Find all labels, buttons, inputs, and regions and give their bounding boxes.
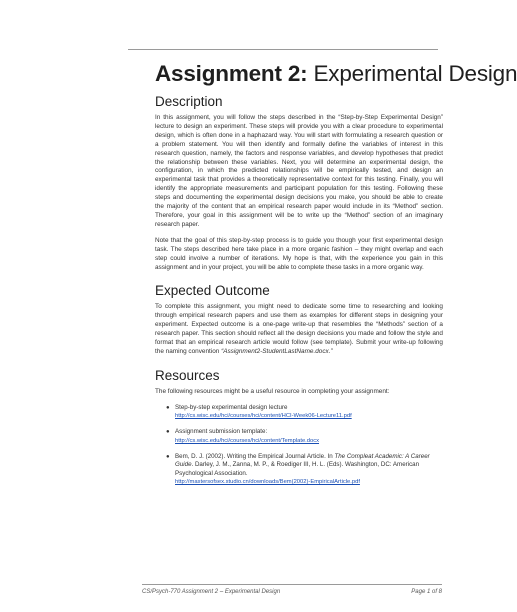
resource-text-cont: . Darley, J. M., Zanna, M. P., & Roediger III, H. L. (Eds). Washington, DC: American Psychological Association. [175,461,420,477]
header-rule [128,49,438,50]
resource-link[interactable]: http://cs.wisc.edu/hci/courses/hci/content/Template.docx [175,437,320,444]
page-title [155,60,517,87]
list-item [166,428,443,445]
bullet-icon: ● [166,453,170,460]
list-item [166,403,443,421]
list-item [166,452,443,487]
page-footer [142,584,442,595]
outcome-text: To complete this assignment, you might need to dedicate some time to researching and looking through empirical research papers and use them as examples for different steps in designing your experiment. Expected outcome is a one-page write-up that resembles the “Methods” section of a research paper. This section should reflect all the design decisions you made and follow the style and format that an empirical research article would follow (see template). Submit your write-up following the naming convention [155,303,443,355]
section-heading-description: Description [155,94,223,109]
resource-link[interactable]: http://mastersofsex.studio.cn/downloads/Bem(2002)-EmpiricalArticle.pdf [175,479,360,486]
title-text: Experimental Design [313,61,517,86]
resources-list [155,404,443,487]
section-heading-outcome: Expected Outcome [155,283,270,299]
book-title: The Compleat Academic: A Career Guide [175,452,430,469]
description-paragraph-2: Note that the goal of this step-by-step process is to guide you though your first experimental design task. The steps described here take place in a more organic fashion – they might overlap and each step could involve a number of iterations. My hope is that, with the experience you gain in this assignment and in your project, you will be able to complete these tasks in a more organic way. [155,236,443,271]
section-heading-resources: Resources [155,367,220,383]
footer-page-number: Page 1 of 8 [411,589,442,595]
filename-convention: “Assignment2-StudentLastName.docx.” [221,347,333,355]
title-number: Assignment 2: [155,61,308,86]
resource-text: Step-by-step experimental design lecture [175,403,288,411]
outcome-paragraph [155,303,443,356]
resource-link[interactable]: http://cs.wisc.edu/hci/courses/hci/content/HCI-Week06-Lecture11.pdf [175,413,352,420]
resources-intro: The following resources might be a useful resource in completing your assignment: [155,387,390,395]
resource-text: Bem, D. J. (2002). Writing the Empirical Journal Article. In [175,452,335,460]
resource-text: Assignment submission template: [175,428,268,436]
page-content [155,60,517,494]
bullet-icon: ● [166,404,170,411]
footer-course: CS/Psych-770 Assignment 2 – Experimental Design [142,589,281,595]
description-paragraph-1: In this assignment, you will follow the steps described in the “Step-by-Step Experimental Design” lecture to design an experiment. These steps will provide you with a clear procedure to experimental design, which is often done in a haphazard way. You will start with formulating a research question or a problem statement. You will then identify and formally define the variables of interest in this research question, namely, the factors and response variables, and develop hypotheses that predict the relationship between these variables. Next, you will determine an experimental design, the configuration, in which the predicted relationships will be empirically tested, and design an experimental task that provides a theoretically representative context for this testing. Finally, you will identify the appropriate measurements and participant population for this testing. Following these steps and documenting the experimental design decisions you make, you should be able to create the majority of the content that an empirical research paper would include in its “Method” section. Therefore, your goal in this assignment will be to write up the “Method” section of an imaginary research paper. [155,114,443,228]
bullet-icon: ● [166,429,170,436]
